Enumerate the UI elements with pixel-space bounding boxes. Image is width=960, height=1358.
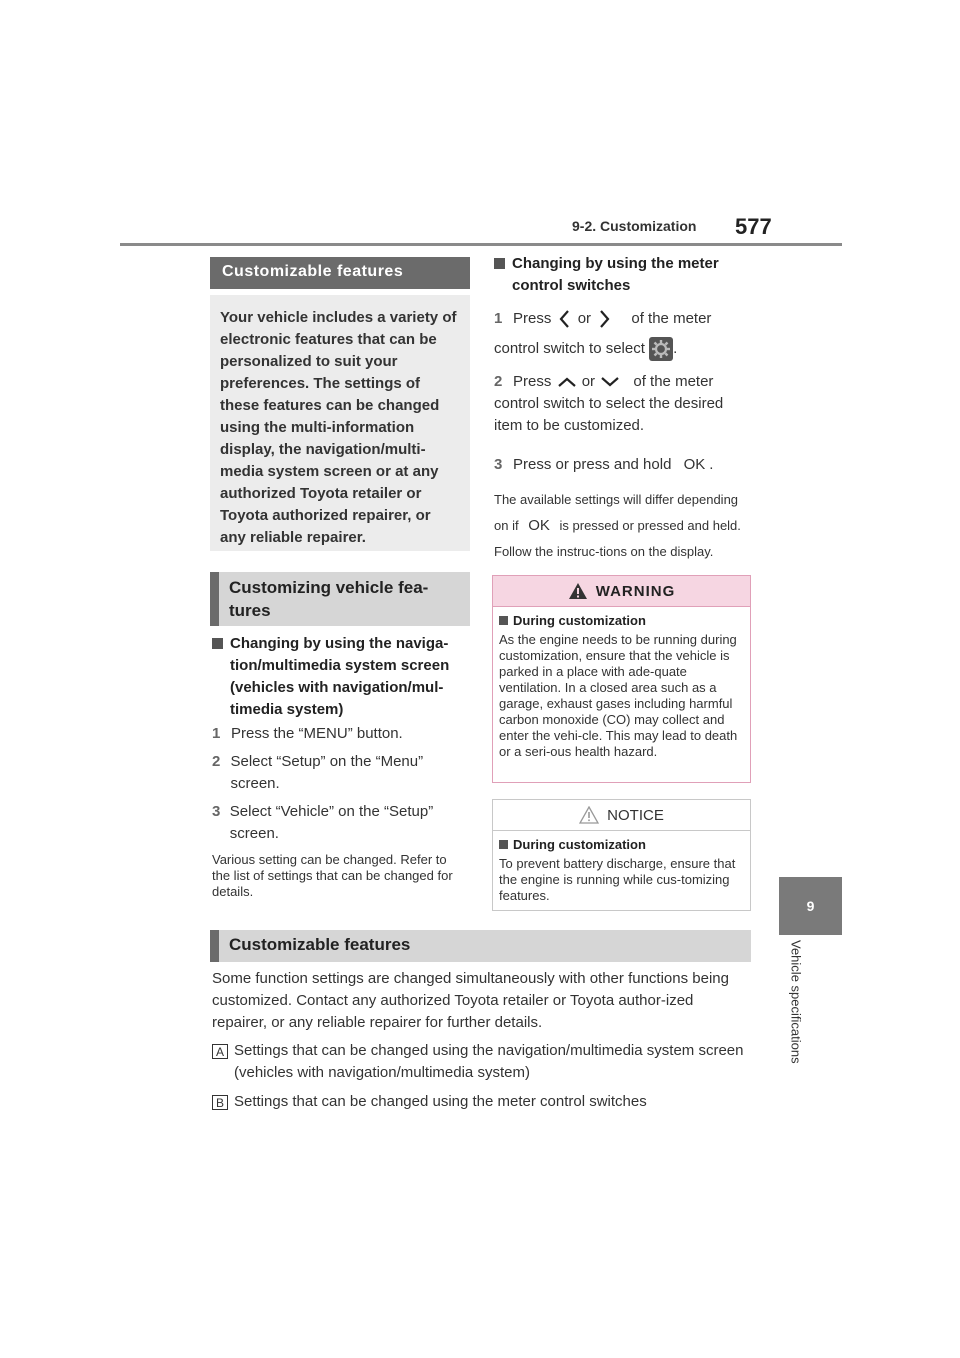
meter-step-2: 2 Press or of the meter control switch to select the desired item to be customized. bbox=[494, 373, 724, 434]
step-item: 1 Press the “MENU” button. bbox=[212, 725, 403, 742]
meter-step-1: 1 Press or of the meter control switch to select . bbox=[494, 304, 750, 364]
intro-text: Your vehicle includes a variety of electronic features that can be personalized to suit your preferences. The settings of these features can be changed using the multi-information display, the navigation/multi-media system screen or at any authorized Toyota retailer or Toyota authorized repairer, or any reliable repairer. bbox=[220, 309, 457, 546]
chapter-label: Vehicle specifications bbox=[788, 940, 804, 1064]
features-title: Customizable features bbox=[210, 930, 751, 962]
step-item: 2 Select “Setup” on the “Menu” screen. bbox=[212, 753, 424, 792]
header-rule bbox=[120, 243, 842, 246]
warning-header: WARNING bbox=[493, 576, 750, 607]
intro-box bbox=[210, 295, 470, 551]
chapter-number: 9 bbox=[806, 898, 815, 914]
ok-button-icon: OK bbox=[683, 456, 706, 473]
legend-item-b: B Settings that can be changed using the meter control switches bbox=[212, 1091, 750, 1113]
customizing-title: Customizing vehicle fea-tures bbox=[210, 572, 470, 626]
section-title: 9-2. Customization bbox=[572, 218, 697, 234]
nav-note: Various setting can be changed. Refer to the list of settings that can be changed for details. bbox=[212, 852, 453, 899]
chapter-tab[interactable] bbox=[779, 877, 842, 935]
notice-header: NOTICE bbox=[493, 800, 750, 831]
badge-b: B bbox=[212, 1095, 228, 1110]
warning-triangle-icon bbox=[568, 582, 588, 600]
chevron-right-icon bbox=[595, 308, 613, 330]
features-text: Some function settings are changed simultaneously with other functions being customized. Contact any authorized Toyota retailer or Toyota author-ized repairer, or any reliable repairer for further details. bbox=[212, 970, 729, 1031]
chevron-left-icon bbox=[556, 308, 574, 330]
notice-text: To prevent battery discharge, ensure that the engine is running while cus-tomizing features. bbox=[499, 856, 736, 903]
caution-triangle-icon bbox=[579, 806, 599, 824]
ok-button-icon: OK bbox=[528, 517, 550, 534]
notice-box bbox=[492, 799, 751, 911]
meter-step-3: 3 Press or press and hold OK . bbox=[494, 456, 714, 473]
nav-steps bbox=[212, 723, 470, 845]
badge-a: A bbox=[212, 1044, 228, 1059]
intro-title: Customizable features bbox=[210, 257, 470, 289]
chevron-down-icon bbox=[599, 374, 621, 390]
chevron-up-icon bbox=[556, 374, 578, 390]
legend-item-a: A Settings that can be changed using the navigation/multimedia system screen (vehicles with navigation/multimedia system) bbox=[212, 1040, 750, 1084]
warning-box bbox=[492, 575, 751, 783]
warning-subtitle: During customization bbox=[499, 613, 744, 628]
gear-icon bbox=[649, 337, 673, 361]
page-number: 577 bbox=[735, 214, 772, 239]
warning-text: As the engine needs to be running during customization, ensure that the vehicle is parked in a place with ade-quate ventilation. In a closed area such as a garage, exhaust gases including harmful carbon monoxide (CO) may collect and enter the vehi-cle. This may lead to death or a seri-ous health hazard. bbox=[499, 632, 738, 759]
meter-heading: Changing by using the meter control switches bbox=[494, 253, 750, 297]
meter-note: The available settings will differ depending on if OK is pressed or pressed and held. Follow the instruc-tions on the display. bbox=[494, 492, 741, 559]
notice-subtitle: During customization bbox=[499, 837, 744, 852]
nav-heading: Changing by using the naviga-tion/multimedia system screen (vehicles with navigation/mul-timedia system) bbox=[212, 633, 470, 721]
step-item: 3 Select “Vehicle” on the “Setup” screen. bbox=[212, 803, 434, 842]
